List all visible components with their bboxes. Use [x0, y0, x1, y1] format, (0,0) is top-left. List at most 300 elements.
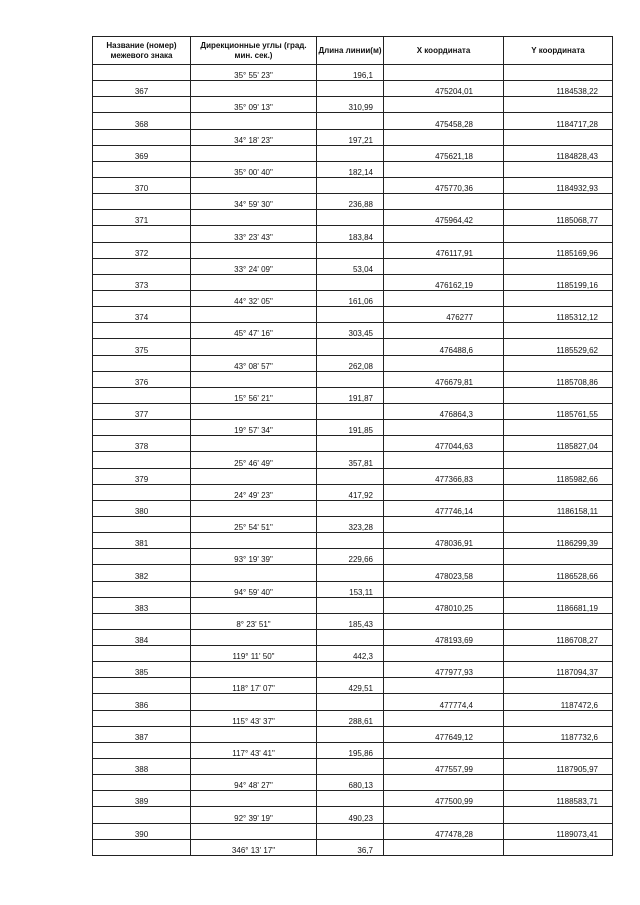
line-length-cell: [317, 726, 384, 742]
marker-name-cell: [93, 678, 191, 694]
x-coordinate-cell: [384, 742, 504, 758]
marker-name-cell: [93, 839, 191, 855]
table-row: [93, 81, 613, 97]
line-length-cell: 36,7: [317, 839, 384, 855]
x-coordinate-cell: [384, 161, 504, 177]
x-coordinate-cell: 478023,58: [384, 565, 504, 581]
marker-name-cell: [93, 65, 191, 81]
y-coordinate-cell: 1187094,37: [504, 662, 613, 678]
line-length-cell: 196,1: [317, 65, 384, 81]
table-row: [93, 323, 613, 339]
table-row: [93, 387, 613, 403]
y-coordinate-cell: 1187905,97: [504, 759, 613, 775]
x-coordinate-cell: 476488,6: [384, 339, 504, 355]
marker-name-cell: 382: [93, 565, 191, 581]
directional-angle-cell: 118° 17' 07": [191, 678, 317, 694]
marker-name-cell: [93, 646, 191, 662]
directional-angle-cell: 35° 09' 13": [191, 97, 317, 113]
marker-name-cell: 377: [93, 403, 191, 419]
directional-angle-cell: 25° 54' 51": [191, 516, 317, 532]
x-coordinate-cell: 475621,18: [384, 145, 504, 161]
x-coordinate-cell: [384, 807, 504, 823]
table-row: [93, 533, 613, 549]
x-coordinate-cell: [384, 323, 504, 339]
directional-angle-cell: [191, 371, 317, 387]
table-row: [93, 468, 613, 484]
x-coordinate-cell: [384, 420, 504, 436]
marker-name-cell: [93, 226, 191, 242]
marker-name-cell: [93, 775, 191, 791]
x-coordinate-cell: [384, 678, 504, 694]
marker-name-cell: 379: [93, 468, 191, 484]
line-length-cell: [317, 81, 384, 97]
x-coordinate-cell: [384, 581, 504, 597]
y-coordinate-cell: 1189073,41: [504, 823, 613, 839]
header-y-coordinate: Y координата: [504, 37, 613, 65]
x-coordinate-cell: 477774,4: [384, 694, 504, 710]
marker-name-cell: [93, 516, 191, 532]
directional-angle-cell: [191, 597, 317, 613]
x-coordinate-cell: 477500,99: [384, 791, 504, 807]
table-row: [93, 258, 613, 274]
x-coordinate-cell: 477977,93: [384, 662, 504, 678]
marker-name-cell: [93, 613, 191, 629]
table-row: [93, 807, 613, 823]
marker-name-cell: 385: [93, 662, 191, 678]
table-row: [93, 597, 613, 613]
table-row: [93, 726, 613, 742]
y-coordinate-cell: 1186528,66: [504, 565, 613, 581]
y-coordinate-cell: 1185068,77: [504, 210, 613, 226]
marker-name-cell: [93, 710, 191, 726]
marker-name-cell: 387: [93, 726, 191, 742]
x-coordinate-cell: 476679,81: [384, 371, 504, 387]
marker-name-cell: 386: [93, 694, 191, 710]
line-length-cell: [317, 436, 384, 452]
line-length-cell: 182,14: [317, 161, 384, 177]
marker-name-cell: 389: [93, 791, 191, 807]
marker-name-cell: [93, 581, 191, 597]
directional-angle-cell: [191, 403, 317, 419]
line-length-cell: 53,04: [317, 258, 384, 274]
directional-angle-cell: 33° 24' 09": [191, 258, 317, 274]
directional-angle-cell: [191, 759, 317, 775]
marker-name-cell: 383: [93, 597, 191, 613]
y-coordinate-cell: [504, 387, 613, 403]
marker-name-cell: [93, 194, 191, 210]
directional-angle-cell: 15° 56' 21": [191, 387, 317, 403]
x-coordinate-cell: [384, 387, 504, 403]
y-coordinate-cell: 1185708,86: [504, 371, 613, 387]
directional-angle-cell: 19° 57' 34": [191, 420, 317, 436]
y-coordinate-cell: [504, 839, 613, 855]
table-row: [93, 97, 613, 113]
x-coordinate-cell: 478036,91: [384, 533, 504, 549]
y-coordinate-cell: [504, 129, 613, 145]
directional-angle-cell: [191, 791, 317, 807]
x-coordinate-cell: 478193,69: [384, 629, 504, 645]
marker-name-cell: [93, 549, 191, 565]
x-coordinate-cell: [384, 710, 504, 726]
table-row: [93, 290, 613, 306]
line-length-cell: 195,86: [317, 742, 384, 758]
y-coordinate-cell: [504, 226, 613, 242]
y-coordinate-cell: 1187472,6: [504, 694, 613, 710]
y-coordinate-cell: [504, 678, 613, 694]
y-coordinate-cell: 1184538,22: [504, 81, 613, 97]
x-coordinate-cell: [384, 97, 504, 113]
marker-name-cell: 374: [93, 307, 191, 323]
line-length-cell: [317, 823, 384, 839]
table-row: [93, 226, 613, 242]
line-length-cell: [317, 791, 384, 807]
x-coordinate-cell: [384, 516, 504, 532]
table-row: [93, 775, 613, 791]
line-length-cell: 303,45: [317, 323, 384, 339]
x-coordinate-cell: [384, 646, 504, 662]
y-coordinate-cell: [504, 807, 613, 823]
table-row: [93, 759, 613, 775]
table-row: [93, 613, 613, 629]
marker-name-cell: [93, 129, 191, 145]
x-coordinate-cell: 476117,91: [384, 242, 504, 258]
directional-angle-cell: [191, 629, 317, 645]
directional-angle-cell: 24° 49' 23": [191, 484, 317, 500]
directional-angle-cell: 34° 18' 23": [191, 129, 317, 145]
directional-angle-cell: [191, 468, 317, 484]
y-coordinate-cell: [504, 65, 613, 81]
marker-name-cell: 370: [93, 177, 191, 193]
line-length-cell: 153,11: [317, 581, 384, 597]
x-coordinate-cell: [384, 484, 504, 500]
x-coordinate-cell: [384, 258, 504, 274]
directional-angle-cell: [191, 274, 317, 290]
boundary-coordinates-table: [92, 36, 613, 856]
table-row: [93, 194, 613, 210]
line-length-cell: [317, 113, 384, 129]
directional-angle-cell: 93° 19' 39": [191, 549, 317, 565]
y-coordinate-cell: [504, 710, 613, 726]
line-length-cell: 429,51: [317, 678, 384, 694]
y-coordinate-cell: 1185982,66: [504, 468, 613, 484]
line-length-cell: [317, 759, 384, 775]
y-coordinate-cell: [504, 420, 613, 436]
x-coordinate-cell: [384, 129, 504, 145]
x-coordinate-cell: 477044,63: [384, 436, 504, 452]
line-length-cell: 490,23: [317, 807, 384, 823]
y-coordinate-cell: [504, 613, 613, 629]
y-coordinate-cell: [504, 516, 613, 532]
table-row: [93, 662, 613, 678]
boundary-coordinates-document: [92, 36, 612, 855]
table-row: [93, 420, 613, 436]
line-length-cell: 185,43: [317, 613, 384, 629]
x-coordinate-cell: 477649,12: [384, 726, 504, 742]
table-row: [93, 549, 613, 565]
y-coordinate-cell: [504, 194, 613, 210]
line-length-cell: 236,88: [317, 194, 384, 210]
directional-angle-cell: [191, 210, 317, 226]
table-row: [93, 403, 613, 419]
line-length-cell: 191,87: [317, 387, 384, 403]
x-coordinate-cell: [384, 775, 504, 791]
x-coordinate-cell: [384, 355, 504, 371]
directional-angle-cell: [191, 145, 317, 161]
directional-angle-cell: 25° 46' 49": [191, 452, 317, 468]
y-coordinate-cell: 1184717,28: [504, 113, 613, 129]
directional-angle-cell: [191, 177, 317, 193]
y-coordinate-cell: [504, 290, 613, 306]
x-coordinate-cell: 477366,83: [384, 468, 504, 484]
line-length-cell: [317, 242, 384, 258]
line-length-cell: [317, 694, 384, 710]
table-row: [93, 710, 613, 726]
y-coordinate-cell: 1188583,71: [504, 791, 613, 807]
y-coordinate-cell: [504, 323, 613, 339]
x-coordinate-cell: [384, 194, 504, 210]
table-row: [93, 436, 613, 452]
line-length-cell: 161,06: [317, 290, 384, 306]
table-row: [93, 839, 613, 855]
table-row: [93, 242, 613, 258]
table-row: [93, 129, 613, 145]
y-coordinate-cell: 1185312,12: [504, 307, 613, 323]
marker-name-cell: 373: [93, 274, 191, 290]
x-coordinate-cell: 476864,3: [384, 403, 504, 419]
directional-angle-cell: 45° 47' 16": [191, 323, 317, 339]
x-coordinate-cell: 477478,28: [384, 823, 504, 839]
y-coordinate-cell: 1185199,16: [504, 274, 613, 290]
line-length-cell: 680,13: [317, 775, 384, 791]
directional-angle-cell: 117° 43' 41": [191, 742, 317, 758]
marker-name-cell: 378: [93, 436, 191, 452]
table-row: [93, 565, 613, 581]
table-row: [93, 516, 613, 532]
x-coordinate-cell: 475964,42: [384, 210, 504, 226]
directional-angle-cell: 346° 13' 17": [191, 839, 317, 855]
table-row: [93, 371, 613, 387]
table-row: [93, 355, 613, 371]
line-length-cell: 197,21: [317, 129, 384, 145]
marker-name-cell: 390: [93, 823, 191, 839]
table-row: [93, 452, 613, 468]
table-row: [93, 307, 613, 323]
marker-name-cell: [93, 355, 191, 371]
line-length-cell: [317, 468, 384, 484]
line-length-cell: [317, 177, 384, 193]
marker-name-cell: 372: [93, 242, 191, 258]
directional-angle-cell: [191, 694, 317, 710]
y-coordinate-cell: [504, 646, 613, 662]
marker-name-cell: [93, 420, 191, 436]
directional-angle-cell: [191, 500, 317, 516]
table-row: [93, 65, 613, 81]
table-row: [93, 500, 613, 516]
line-length-cell: [317, 403, 384, 419]
marker-name-cell: 381: [93, 533, 191, 549]
header-marker-name: Название (номер) межевого знака: [93, 37, 191, 65]
header-directional-angle: Дирекционные углы (град. мин. сек.): [191, 37, 317, 65]
line-length-cell: [317, 565, 384, 581]
y-coordinate-cell: 1185169,96: [504, 242, 613, 258]
x-coordinate-cell: 476162,19: [384, 274, 504, 290]
table-row: [93, 791, 613, 807]
table-row: [93, 581, 613, 597]
line-length-cell: 417,92: [317, 484, 384, 500]
marker-name-cell: [93, 161, 191, 177]
table-row: [93, 161, 613, 177]
marker-name-cell: [93, 323, 191, 339]
x-coordinate-cell: 476277: [384, 307, 504, 323]
y-coordinate-cell: [504, 549, 613, 565]
directional-angle-cell: 8° 23' 51": [191, 613, 317, 629]
marker-name-cell: 371: [93, 210, 191, 226]
line-length-cell: 310,99: [317, 97, 384, 113]
line-length-cell: 323,28: [317, 516, 384, 532]
marker-name-cell: 376: [93, 371, 191, 387]
directional-angle-cell: 34° 59' 30": [191, 194, 317, 210]
table-row: [93, 823, 613, 839]
table-row: [93, 177, 613, 193]
table-row: [93, 339, 613, 355]
directional-angle-cell: [191, 565, 317, 581]
y-coordinate-cell: 1186681,19: [504, 597, 613, 613]
line-length-cell: 442,3: [317, 646, 384, 662]
x-coordinate-cell: [384, 549, 504, 565]
table-row: [93, 484, 613, 500]
line-length-cell: [317, 662, 384, 678]
header-line-length: Длина линии(м): [317, 37, 384, 65]
table-row: [93, 145, 613, 161]
line-length-cell: 183,84: [317, 226, 384, 242]
line-length-cell: 357,81: [317, 452, 384, 468]
table-row: [93, 113, 613, 129]
directional-angle-cell: 33° 23' 43": [191, 226, 317, 242]
directional-angle-cell: 94° 48' 27": [191, 775, 317, 791]
directional-angle-cell: 44° 32' 05": [191, 290, 317, 306]
directional-angle-cell: [191, 307, 317, 323]
directional-angle-cell: [191, 436, 317, 452]
directional-angle-cell: 35° 55' 23": [191, 65, 317, 81]
y-coordinate-cell: 1186708,27: [504, 629, 613, 645]
line-length-cell: 262,08: [317, 355, 384, 371]
table-header-row: [93, 37, 613, 65]
marker-name-cell: [93, 387, 191, 403]
x-coordinate-cell: 475204,01: [384, 81, 504, 97]
table-row: [93, 646, 613, 662]
directional-angle-cell: [191, 339, 317, 355]
line-length-cell: [317, 339, 384, 355]
directional-angle-cell: 94° 59' 40": [191, 581, 317, 597]
x-coordinate-cell: 477746,14: [384, 500, 504, 516]
directional-angle-cell: [191, 242, 317, 258]
y-coordinate-cell: [504, 258, 613, 274]
line-length-cell: 229,66: [317, 549, 384, 565]
line-length-cell: [317, 307, 384, 323]
y-coordinate-cell: 1184828,43: [504, 145, 613, 161]
line-length-cell: 191,85: [317, 420, 384, 436]
table-row: [93, 629, 613, 645]
x-coordinate-cell: [384, 452, 504, 468]
marker-name-cell: [93, 484, 191, 500]
directional-angle-cell: 43° 08' 57": [191, 355, 317, 371]
directional-angle-cell: [191, 533, 317, 549]
marker-name-cell: 368: [93, 113, 191, 129]
x-coordinate-cell: [384, 613, 504, 629]
marker-name-cell: 367: [93, 81, 191, 97]
marker-name-cell: [93, 97, 191, 113]
x-coordinate-cell: [384, 290, 504, 306]
line-length-cell: [317, 210, 384, 226]
y-coordinate-cell: [504, 97, 613, 113]
marker-name-cell: [93, 290, 191, 306]
x-coordinate-cell: 477557,99: [384, 759, 504, 775]
table-body: [93, 65, 613, 856]
y-coordinate-cell: [504, 581, 613, 597]
x-coordinate-cell: 475770,36: [384, 177, 504, 193]
y-coordinate-cell: [504, 742, 613, 758]
y-coordinate-cell: 1185827,04: [504, 436, 613, 452]
marker-name-cell: 384: [93, 629, 191, 645]
x-coordinate-cell: [384, 65, 504, 81]
directional-angle-cell: [191, 81, 317, 97]
y-coordinate-cell: [504, 161, 613, 177]
y-coordinate-cell: 1186299,39: [504, 533, 613, 549]
y-coordinate-cell: 1185529,62: [504, 339, 613, 355]
marker-name-cell: [93, 807, 191, 823]
line-length-cell: [317, 274, 384, 290]
line-length-cell: [317, 500, 384, 516]
table-row: [93, 694, 613, 710]
directional-angle-cell: 115° 43' 37": [191, 710, 317, 726]
y-coordinate-cell: 1187732,6: [504, 726, 613, 742]
x-coordinate-cell: [384, 226, 504, 242]
directional-angle-cell: [191, 662, 317, 678]
y-coordinate-cell: [504, 452, 613, 468]
directional-angle-cell: [191, 823, 317, 839]
table-row: [93, 678, 613, 694]
table-row: [93, 210, 613, 226]
directional-angle-cell: 92° 39' 19": [191, 807, 317, 823]
y-coordinate-cell: [504, 355, 613, 371]
directional-angle-cell: [191, 726, 317, 742]
marker-name-cell: 380: [93, 500, 191, 516]
line-length-cell: [317, 533, 384, 549]
table-row: [93, 274, 613, 290]
line-length-cell: 288,61: [317, 710, 384, 726]
x-coordinate-cell: [384, 839, 504, 855]
y-coordinate-cell: 1186158,11: [504, 500, 613, 516]
table-row: [93, 742, 613, 758]
directional-angle-cell: 35° 00' 40": [191, 161, 317, 177]
directional-angle-cell: 119° 11' 50": [191, 646, 317, 662]
marker-name-cell: [93, 742, 191, 758]
x-coordinate-cell: 475458,28: [384, 113, 504, 129]
marker-name-cell: [93, 452, 191, 468]
line-length-cell: [317, 597, 384, 613]
y-coordinate-cell: [504, 775, 613, 791]
marker-name-cell: 369: [93, 145, 191, 161]
y-coordinate-cell: 1185761,55: [504, 403, 613, 419]
line-length-cell: [317, 145, 384, 161]
marker-name-cell: 388: [93, 759, 191, 775]
marker-name-cell: 375: [93, 339, 191, 355]
y-coordinate-cell: [504, 484, 613, 500]
line-length-cell: [317, 629, 384, 645]
header-x-coordinate: X координата: [384, 37, 504, 65]
y-coordinate-cell: 1184932,93: [504, 177, 613, 193]
x-coordinate-cell: 478010,25: [384, 597, 504, 613]
